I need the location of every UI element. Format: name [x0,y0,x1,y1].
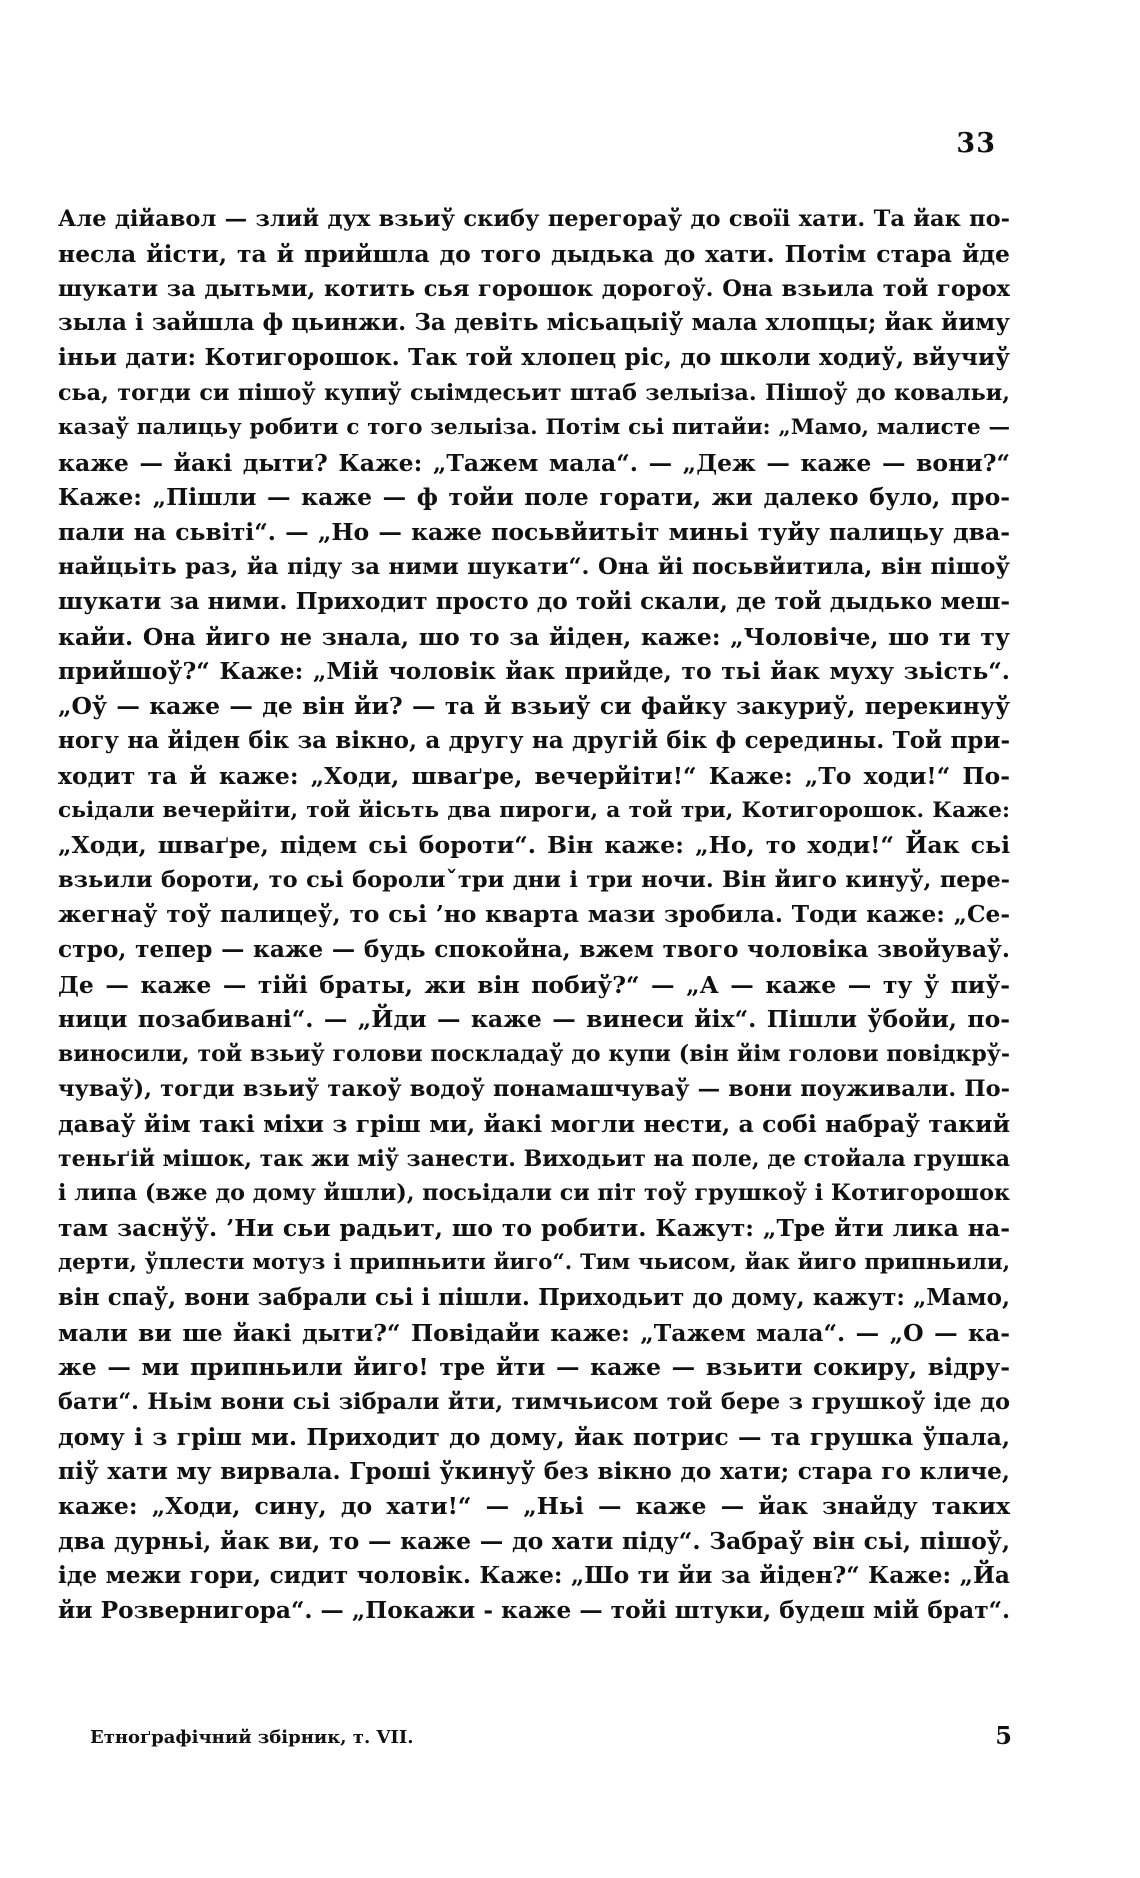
text-line: піў хати му вирвала. Гроші ўкинуў без вікно до хати; стара го кличе, [58,1457,1010,1485]
text-line: взьили бороти, то сьі боролиˇтри дни і три ночи. Він йиго кинуў, пере- [58,867,1010,894]
text-line: іньи дати: Котигорошок. Так той хлопец ріс, до школи ходиў, вйучиў [58,344,1010,372]
text-line: він спаў, вони забрали сьі і пішли. Приходьит до дому, кажут: „Мамо, [58,1283,1010,1311]
text-line: Але дійавол — злий дух взьиў скибу перегораў до своїі хати. Та йак по- [58,206,1010,232]
text-line: сьа, тогди си пішоў купиў сыімдесьит штаб зелыіза. Пішоў до ковальи, [58,379,1010,406]
text-line: теньґій мішок, так жи міў занести. Виходьит на поле, де стойала грушка [58,1145,1010,1172]
text-line: кайи. Она йиго не знала, шо то за йіден, каже: „Чоловіче, шо ти ту [58,622,1010,651]
text-line: бати“. Ньім вони сьі зібрали йти, тимчьисом той бере з грушкоў іде до [58,1389,1010,1416]
signature-mark: 5 [995,1721,1012,1750]
text-line: „Оў — каже — де він йи? — та й взьиў си файку закуриў, перекинуў [58,692,1010,721]
text-line: найцьіть раз, йа піду за ними шукати“. Она йі посьвйитила, він пішоў [58,553,1010,580]
text-line: даваў йім такі міхи з гріш ми, йакі могли нести, а собі набраў такий [58,1109,1010,1138]
text-line: іде межи гори, сидит чоловік. Каже: „Шо ти йи за йіден?“ Каже: „Йа [58,1562,1010,1590]
text-line: дерти, ўплести мотуз і припньити йиго“. Тим чьисом, йак йиго припньили, [58,1249,1010,1275]
text-line: шукати за дытьми, котить сья горошок дорогоў. Она взьила той горох [58,275,1010,302]
text-line: два дурньі, йак ви, то — каже — до хати піду“. Забраў він сьі, пішоў, [58,1527,1010,1556]
text-line: казаў палицьу робити с того зелыіза. Потім сьі питайи: „Мамо, малисте — [58,414,1010,440]
text-line: Де — каже — тійі браты, жи він побиў?“ — „А — каже — ту ў пиў- [58,970,1010,999]
page-number: 33 [956,128,996,159]
text-line: ници позабивані“. — „Йди — каже — винеси йіх“. Пішли ўбойи, по- [58,1005,1010,1034]
body-text [58,202,1010,1629]
text-line: дому і з гріш ми. Приходит до дому, йак потрис — та грушка ўпала, [58,1422,1010,1451]
text-line: жегнаў тоў палицеў, то сьі ’но кварта мази зробила. Тоди каже: „Се- [58,900,1010,928]
text-line: пали на сьвіті“. — „Но — каже посьвйитьіт миньі туйу палицьу два- [58,518,1010,547]
text-line: ходит та й каже: „Ходи, шваґре, вечерйіти!“ Каже: „То ходи!“ По- [58,761,1010,790]
text-line: мали ви ше йакі дыти?“ Повідайи каже: „Тажем мала“. — „О — ка- [58,1318,1010,1347]
footer-title: Етноґрафічний збірник, т. VII. [90,1727,414,1748]
text-line: „Ходи, шваґре, підем сьі бороти“. Він каже: „Но, то ходи!“ Йак сьі [58,831,1010,860]
text-line: каже: „Ходи, сину, до хати!“ — „Ньі — каже — йак знайду таких [58,1492,1010,1521]
text-line: йи Розвернигора“. — „Покажи - каже — тойі штуки, будеш мій брат“. [58,1596,1010,1624]
text-line: виносили, той взьиў голови поскладаў до купи (він йім голови повідкрў- [58,1041,1010,1068]
text-line: сьідали вечерйіти, той йісьть два пироги, а той три, Котигорошок. Каже: [58,797,1010,823]
text-line: несла йісти, та й прийшла до того дыдька до хати. Потім стара йде [58,239,1010,268]
page-footer [90,1721,1012,1767]
text-line: там заснўў. ’Ни сьи радьит, шо то робити. Кажут: „Тре йти лика на- [58,1214,1010,1243]
text-line: і липа (вже до дому йшли), посьідали си піт тоў грушкоў і Котигорошок [58,1180,1010,1207]
text-line: Каже: „Пішли — каже — ф тойи поле горати, жи далеко було, про- [58,483,1010,512]
text-line: шукати за ними. Приходит просто до тойі скали, де той дыдько меш- [58,587,1010,615]
text-line: стро, тепер — каже — будь спокойна, вжем твого чоловіка звойуваў. [58,935,1010,963]
text-line: ногу на йіден бік за вікно, а другу на другій бік ф середины. Той при- [58,726,1010,754]
text-line: же — ми припньили йиго! тре йти — каже — взьити сокиру, відру- [58,1353,1010,1382]
text-line: зыла і зайшла ф цьинжи. За девіть місьацыіў мала хлопцы; йак йиму [58,309,1010,337]
text-line: каже — йакі дыти? Каже: „Тажем мала“. — „Деж — каже — вони?“ [58,448,1010,477]
text-line: чуваў), тогди взьиў такоў водоў понамашчуваў — вони поуживали. По- [58,1075,1010,1102]
text-line: прийшоў?“ Каже: „Мій чоловік йак прийде, то тьі йак муху зьість“. [58,657,1010,686]
